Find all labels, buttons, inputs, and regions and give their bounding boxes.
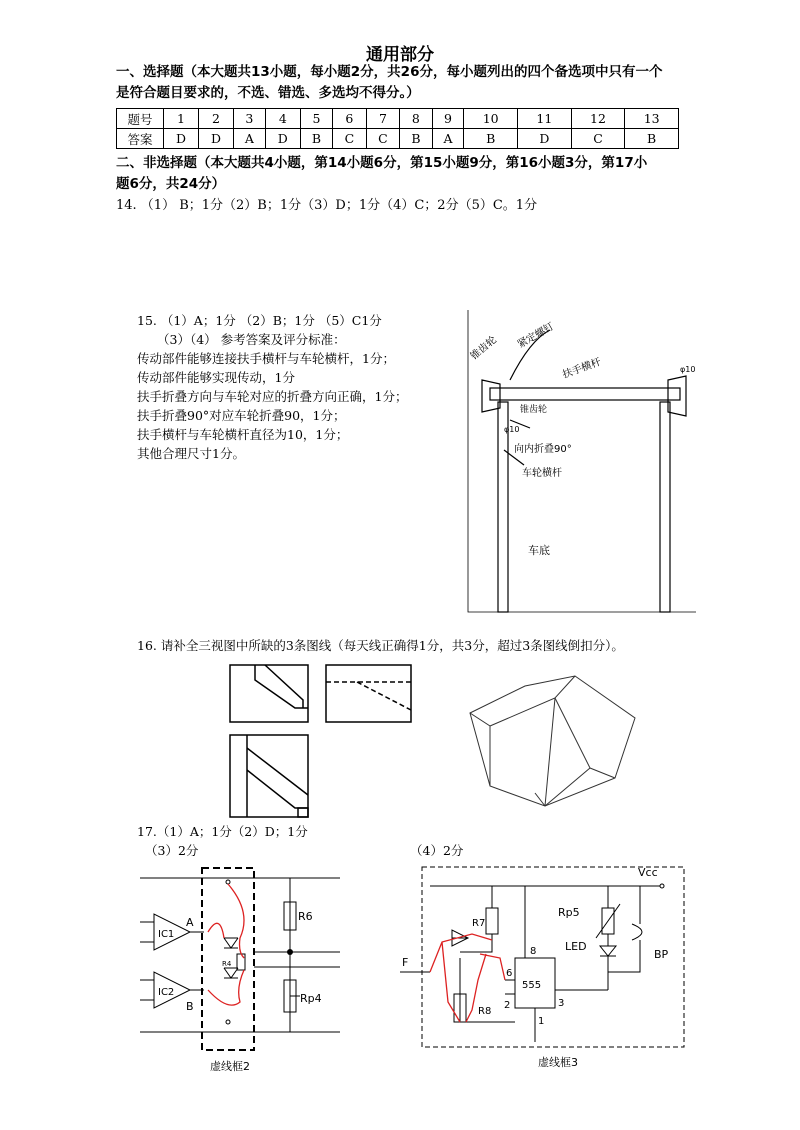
sketch-frame xyxy=(468,310,696,612)
q16-isometric xyxy=(465,668,640,813)
label-ic1: IC1 xyxy=(158,929,175,940)
front-view-lines xyxy=(265,665,303,708)
wire xyxy=(254,952,340,967)
diode xyxy=(224,968,238,978)
top-view xyxy=(230,735,308,817)
part2-heading-line1: 二、非选择题（本大题共4小题，第14小题6分，第15小题9分，第16小题3分，第17小 xyxy=(116,155,648,171)
answer-cell: D xyxy=(518,129,572,149)
q15-line: 15. （1）A；1分 （2）B；1分 （5）C1分 xyxy=(137,313,382,328)
rp5-arrow xyxy=(596,904,620,938)
question-number-cell: 8 xyxy=(400,109,432,129)
question-number-cell: 1 xyxy=(164,109,199,129)
resistor-r4 xyxy=(237,954,245,970)
caption-circuit-2: 虚线框2 xyxy=(210,1060,250,1073)
sketch-label: 紧定螺钉 xyxy=(516,321,557,351)
diode xyxy=(224,938,238,948)
answer-table xyxy=(116,108,679,149)
side-view-hidden-line xyxy=(357,682,411,710)
label-r7: R7 xyxy=(472,918,486,929)
q16-question: 16. 请补全三视图中所缺的3条图线（每天线正确得1分，共3分，超过3条图线倒扣分）。 xyxy=(137,638,624,653)
q17-line1: 17.（1）A；1分（2）D；1分 xyxy=(137,824,308,839)
terminal xyxy=(660,884,664,888)
answer-cell: B xyxy=(464,129,518,149)
front-view-lines xyxy=(255,665,308,708)
label-vcc: Vcc xyxy=(638,866,658,879)
sketch-label: φ10 xyxy=(680,365,696,374)
answer-cell: D xyxy=(199,129,234,149)
buzzer-bp xyxy=(608,886,642,972)
sketch-label: 车底 xyxy=(528,544,550,557)
q15-line: 扶手折叠90°对应车轮折叠90，1分； xyxy=(137,408,346,423)
dashed-box-3 xyxy=(422,867,684,1047)
label-r4: R4 xyxy=(222,960,232,968)
sketch-label: 锥齿轮 xyxy=(520,405,548,415)
part2-heading xyxy=(116,153,686,195)
label-b: B xyxy=(186,1000,194,1013)
part1-heading-line1: 一、选择题（本大题共13小题，每小题2分，共26分，每小题列出的四个备选项中只有一个 xyxy=(116,64,663,80)
label-r8: R8 xyxy=(478,1006,492,1017)
sketch-label: 向内折叠90° xyxy=(514,444,572,455)
iso-outline xyxy=(470,676,635,806)
caption-circuit-3: 虚线框3 xyxy=(538,1056,578,1069)
row-label-answers: 答案 xyxy=(117,129,164,149)
question-number-cell: 7 xyxy=(366,109,400,129)
pin-label: 3 xyxy=(558,998,565,1009)
answer-cell: C xyxy=(366,129,400,149)
pin-label: 1 xyxy=(538,1016,545,1027)
top-view-corner xyxy=(298,808,308,817)
red-wiring xyxy=(208,884,244,1005)
label-r6: R6 xyxy=(298,910,313,923)
circuit-2 xyxy=(140,862,380,1077)
wire xyxy=(505,980,515,994)
label-rp5: Rp5 xyxy=(558,906,580,919)
question-number-cell: 5 xyxy=(300,109,332,129)
red-wiring xyxy=(430,934,505,1022)
question-number-cell: 4 xyxy=(265,109,300,129)
answer-cell: D xyxy=(164,129,199,149)
answer-cell: B xyxy=(400,129,432,149)
sketch-bevel-gear-left xyxy=(482,380,500,412)
part1-heading-line2: 是符合题目要求的，不选、错选、多选均不得分。） xyxy=(116,85,420,101)
q14-answer: 14. （1） B；1分（2）B；1分（3）D；1分（4）C；2分（5）C。1分 xyxy=(116,198,538,213)
terminal xyxy=(226,1020,230,1024)
question-number-cell: 10 xyxy=(464,109,518,129)
label-bp: BP xyxy=(654,948,669,961)
q15-answer xyxy=(137,311,457,463)
terminal xyxy=(226,880,230,884)
part2-heading-line2: 题6分，共24分） xyxy=(116,176,226,192)
sketch-label: 锥齿轮 xyxy=(468,334,499,363)
sketch-label: 扶手横杆 xyxy=(561,356,603,381)
pin-label: 6 xyxy=(506,968,513,979)
label-chip-555: 555 xyxy=(522,980,542,991)
q15-line: 传动部件能够连接扶手横杆与车轮横杆，1分； xyxy=(137,351,395,366)
answer-cell: A xyxy=(234,129,266,149)
pin-label: 8 xyxy=(530,946,537,957)
answer-cell: A xyxy=(432,129,464,149)
row-label-numbers: 题号 xyxy=(117,109,164,129)
answer-cell: B xyxy=(625,129,679,149)
q15-line: 传动部件能够实现传动，1分 xyxy=(137,370,295,385)
sketch-label: φ10 xyxy=(504,425,520,434)
part1-heading xyxy=(116,62,686,104)
q15-sketch xyxy=(460,300,700,620)
q17-sub4: （4）2分 xyxy=(410,843,464,858)
answer-table-row-numbers xyxy=(117,109,679,129)
side-view xyxy=(326,665,411,722)
q16-three-views xyxy=(225,660,425,825)
junction-dot xyxy=(287,949,293,955)
answer-cell: B xyxy=(300,129,332,149)
label-ic2: IC2 xyxy=(158,987,175,998)
question-number-cell: 12 xyxy=(571,109,625,129)
sketch-bevel-gear-right xyxy=(668,376,686,416)
answer-cell: C xyxy=(333,129,367,149)
label-f: F xyxy=(402,956,409,969)
wire xyxy=(140,922,154,1000)
pin-label: 2 xyxy=(504,1000,511,1011)
q15-line: 其他合理尺寸1分。 xyxy=(137,446,245,461)
sketch-label: 车轮横杆 xyxy=(522,468,562,479)
question-number-cell: 3 xyxy=(234,109,266,129)
question-number-cell: 11 xyxy=(518,109,572,129)
led xyxy=(600,934,616,956)
q15-line: （3）（4） 参考答案及评分标准： xyxy=(157,332,346,347)
question-number-cell: 9 xyxy=(432,109,464,129)
top-view-lines xyxy=(247,770,308,808)
q15-line: 扶手横杆与车轮横杆直径为10，1分； xyxy=(137,427,349,442)
question-number-cell: 2 xyxy=(199,109,234,129)
question-number-cell: 13 xyxy=(625,109,679,129)
label-led: LED xyxy=(565,940,587,953)
question-number-cell: 6 xyxy=(333,109,367,129)
answer-cell: D xyxy=(265,129,300,149)
label-rp4: Rp4 xyxy=(300,992,322,1005)
resistor-r7 xyxy=(486,908,498,934)
page-title: 通用部分 xyxy=(366,45,434,65)
label-a: A xyxy=(186,916,194,929)
dashed-box-2 xyxy=(202,868,254,1050)
answer-table-row-answers xyxy=(117,129,679,149)
sketch-handle-bar xyxy=(490,388,680,400)
circuit-3 xyxy=(400,862,690,1077)
q15-line: 扶手折叠方向与车轮对应的折叠方向正确，1分； xyxy=(137,389,408,404)
answer-cell: C xyxy=(571,129,625,149)
top-view-lines xyxy=(247,748,308,795)
q17-sub3: （3）2分 xyxy=(145,843,199,858)
sketch-right-post xyxy=(660,402,670,612)
diode xyxy=(452,930,468,946)
